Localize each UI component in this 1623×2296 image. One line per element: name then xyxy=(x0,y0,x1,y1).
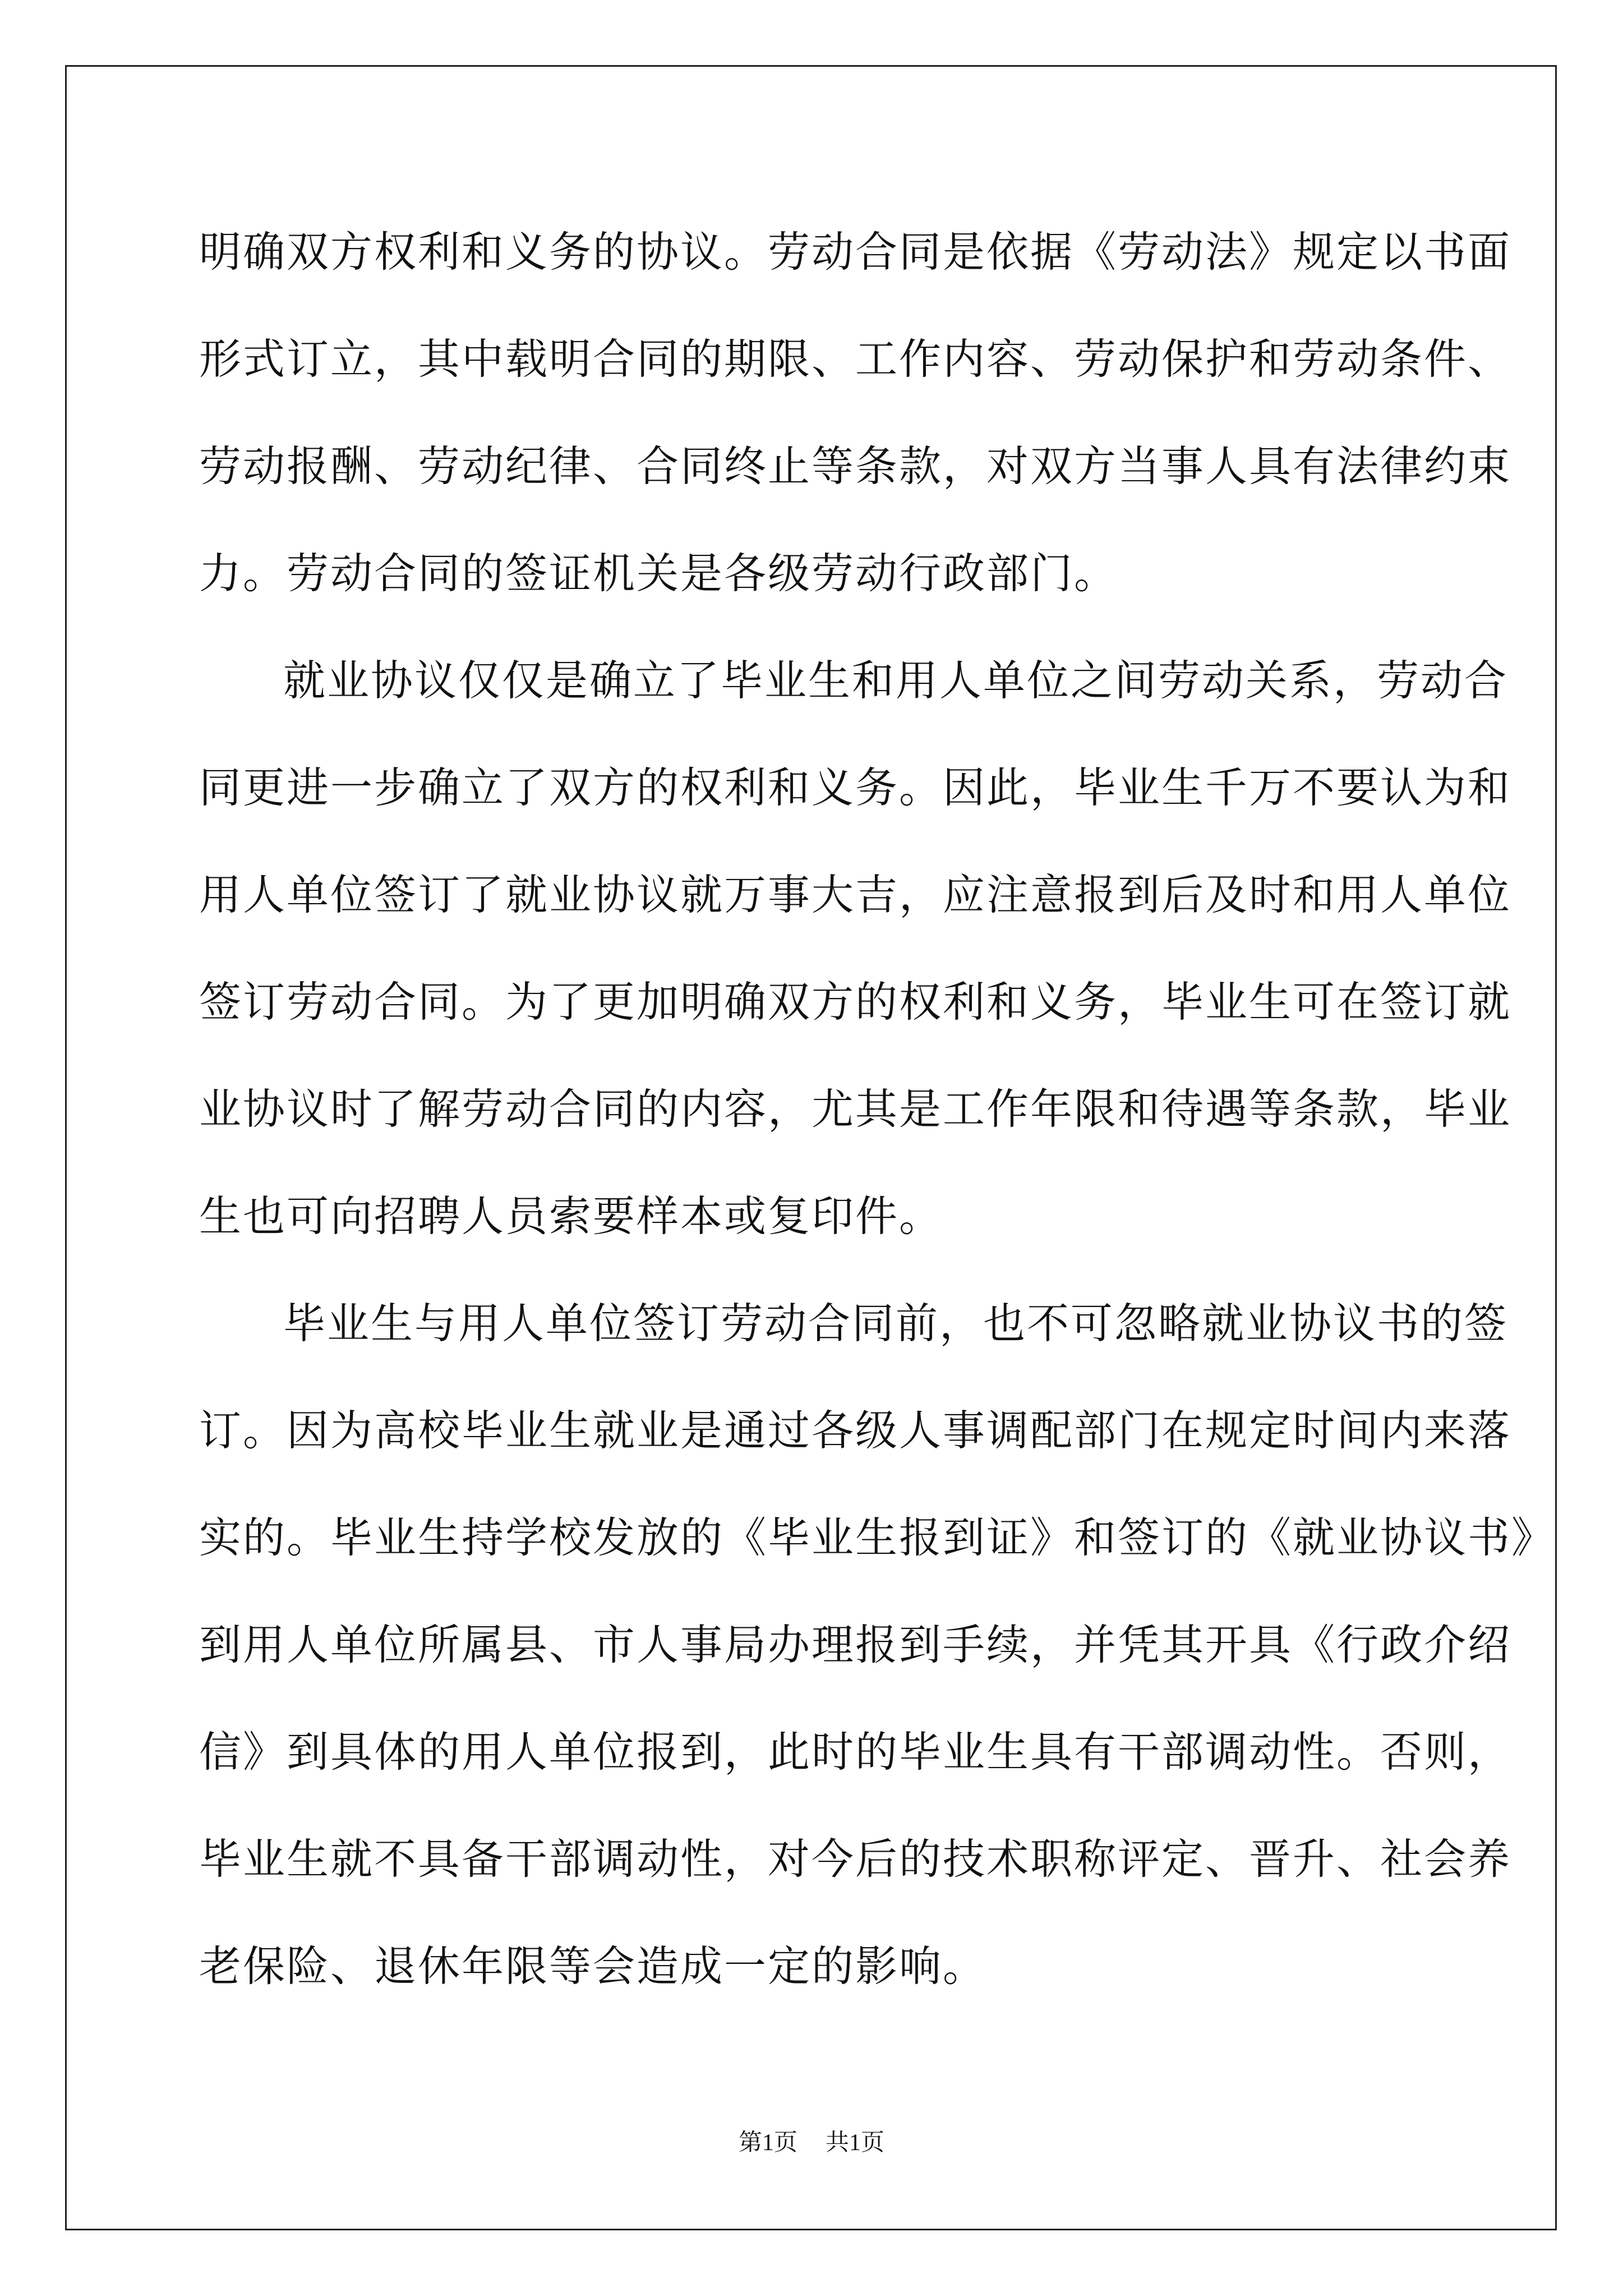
total-pages: 共1页 xyxy=(826,2130,885,2156)
text-line: 信》到具体的用人单位报到，此时的毕业生具有干部调动性。否则， xyxy=(199,1727,1512,1777)
text-line: 同更进一步确立了双方的权利和义务。因此，毕业生千万不要认为和 xyxy=(199,763,1512,812)
document-body xyxy=(199,216,1556,2037)
text-line: 生也可向招聘人员索要样本或复印件。 xyxy=(199,1191,943,1241)
text-line: 毕业生就不具备干部调动性，对今后的技术职称评定、晋升、社会养 xyxy=(199,1834,1512,1884)
text-line: 劳动报酬、劳动纪律、合同终止等条款，对双方当事人具有法律约束 xyxy=(199,441,1512,491)
text-line: 签订劳动合同。为了更加明确双方的权利和义务，毕业生可在签订就 xyxy=(199,977,1512,1027)
text-line: 到用人单位所属县、市人事局办理报到手续，并凭其开具《行政介绍 xyxy=(199,1620,1512,1669)
text-line: 形式订立，其中载明合同的期限、工作内容、劳动保护和劳动条件、 xyxy=(199,334,1512,384)
text-line: 就业协议仅仅是确立了毕业生和用人单位之间劳动关系，劳动合 xyxy=(283,656,1509,705)
text-line: 力。劳动合同的签证机关是各级劳动行政部门。 xyxy=(199,549,1118,598)
text-line: 业协议时了解劳动合同的内容，尤其是工作年限和待遇等条款，毕业 xyxy=(199,1084,1512,1134)
text-line: 明确双方权利和义务的协议。劳动合同是依据《劳动法》规定以书面 xyxy=(199,227,1512,277)
page-number: 第1页 xyxy=(738,2130,797,2156)
text-line: 用人单位签订了就业协议就万事大吉，应注意报到后及时和用人单位 xyxy=(199,870,1512,919)
text-line: 订。因为高校毕业生就业是通过各级人事调配部门在规定时间内来落 xyxy=(199,1406,1512,1455)
page-footer xyxy=(0,2126,1623,2160)
text-line: 毕业生与用人单位签订劳动合同前，也不可忽略就业协议书的签 xyxy=(283,1299,1509,1348)
text-line: 老保险、退休年限等会造成一定的影响。 xyxy=(199,1941,987,1991)
text-line: 实的。毕业生持学校发放的《毕业生报到证》和签订的《就业协议书》 xyxy=(199,1513,1556,1562)
